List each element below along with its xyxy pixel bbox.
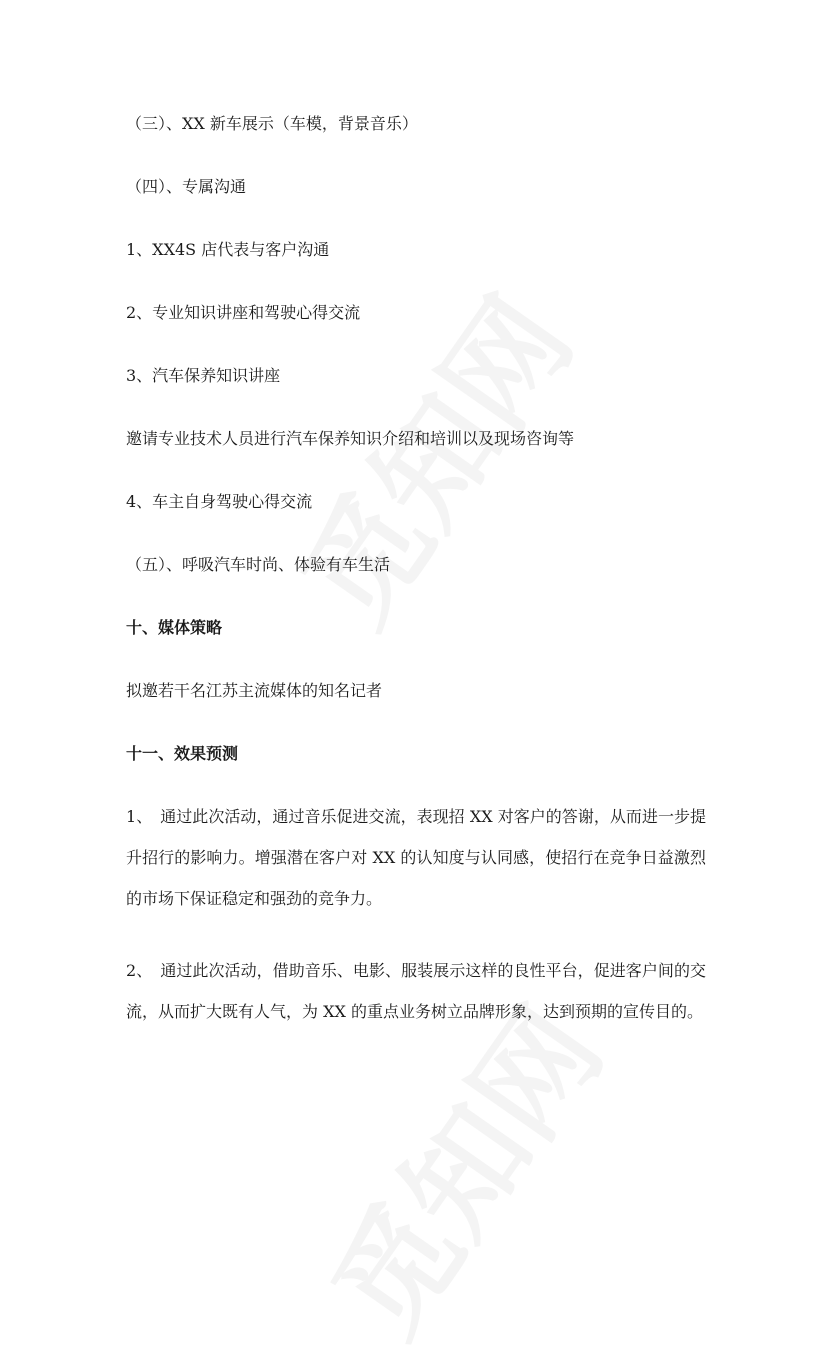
list-item-4: 4、车主自身驾驶心得交流 bbox=[126, 492, 313, 511]
section-10-title: 十、媒体策略 bbox=[126, 618, 223, 637]
subsection-3-heading: （三）、XX 新车展示（车模，背景音乐） bbox=[126, 114, 418, 133]
section-11-title: 十一、效果预测 bbox=[126, 744, 239, 763]
list-item-3: 3、汽车保养知识讲座 bbox=[126, 366, 281, 385]
effect-paragraph-1: 1、 通过此次活动，通过音乐促进交流，表现招 XX 对客户的答谢，从而进一步提升招行的影响力。增强潜在客户对 XX 的认知度与认同感，使招行在竞争日益激烈的市场下保证稳定和强劲的竞争力。 bbox=[126, 807, 706, 908]
list-item-3-description: 邀请专业技术人员进行汽车保养知识介绍和培训以及现场咨询等 bbox=[126, 429, 575, 448]
subsection-4-heading: （四）、专属沟通 bbox=[126, 177, 247, 196]
list-item-2: 2、专业知识讲座和驾驶心得交流 bbox=[126, 303, 361, 322]
list-item-1: 1、XX4S 店代表与客户沟通 bbox=[126, 240, 330, 259]
subsection-5-heading: （五）、呼吸汽车时尚、体验有车生活 bbox=[126, 555, 391, 574]
effect-paragraph-2: 2、 通过此次活动，借助音乐、电影、服装展示这样的良性平台，促进客户间的交流，从而扩大既有人气，为 XX 的重点业务树立品牌形象，达到预期的宣传目的。 bbox=[126, 961, 706, 1021]
section-10-text: 拟邀若干名江苏主流媒体的知名记者 bbox=[126, 681, 383, 700]
